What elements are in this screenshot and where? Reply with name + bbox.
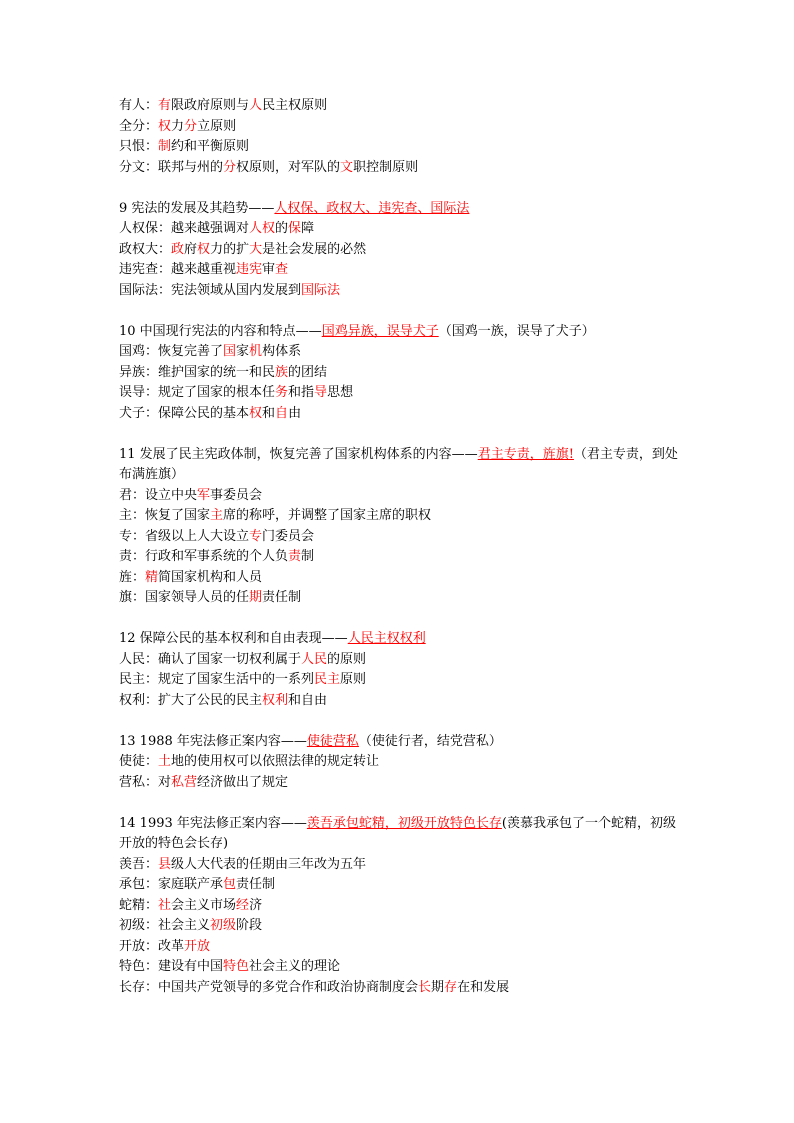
highlight-text: 土 — [158, 754, 172, 769]
highlight-text: 期 — [249, 590, 263, 605]
text-segment: 分文：联邦与州的 — [119, 159, 224, 175]
text-segment: 承包：家庭联产承 — [119, 877, 224, 892]
highlight-text: 责 — [288, 549, 302, 564]
section-line — [119, 527, 679, 548]
highlight-text: 国 — [223, 344, 237, 359]
text-segment: 约和平衡原则 — [171, 139, 250, 154]
section-line — [119, 875, 679, 896]
highlight-text: 权 — [197, 241, 211, 257]
highlight-text: 查 — [275, 262, 289, 277]
highlight-text: 政 — [171, 241, 185, 257]
text-segment: 13 1988 年宪法修正案内容—— — [119, 733, 307, 749]
text-segment: 羡吾： — [119, 856, 159, 872]
text-segment: 力 — [171, 118, 185, 134]
text-segment: 事委员会 — [210, 487, 263, 503]
section-line — [119, 547, 679, 568]
highlight-text: 民主 — [314, 672, 341, 687]
section-line-first — [119, 322, 679, 343]
section-line — [119, 260, 679, 281]
text-segment: 职控制原则 — [353, 159, 419, 175]
text-segment: 权利：扩大了公民的民主 — [119, 692, 263, 708]
text-segment: 人权保：越来越强调对 — [119, 221, 250, 236]
text-segment: 的团结 — [288, 364, 328, 380]
section-line — [119, 773, 679, 794]
text-segment: 限政府原则与 — [171, 98, 250, 113]
highlight-text: 存 — [444, 979, 458, 995]
section-line — [119, 916, 679, 937]
text-segment: 社会主义的理论 — [249, 959, 341, 974]
text-segment: 权原则，对军队的 — [236, 159, 341, 175]
highlight-text: 长 — [418, 979, 432, 995]
section-line — [119, 137, 679, 158]
section-line-first — [119, 629, 679, 650]
highlight-text: 导 — [314, 385, 328, 400]
section-line — [119, 506, 679, 527]
text-segment: 旗：国家领导人员的任 — [119, 590, 250, 605]
text-segment: 是社会发展的必然 — [262, 241, 367, 257]
section-line-first — [119, 445, 679, 486]
section-block — [119, 445, 679, 609]
text-segment: 犬子：保障公民的基本 — [119, 405, 250, 421]
section-line — [119, 670, 679, 691]
highlight-text: 权利 — [262, 692, 289, 708]
text-segment: 责任制 — [262, 590, 302, 605]
text-segment: 民主：规定了国家生活中的一系列 — [119, 672, 315, 687]
text-segment: 制 — [301, 549, 315, 564]
highlight-text: 自 — [275, 405, 289, 421]
highlight-text: 违宪 — [236, 262, 263, 277]
text-segment: 君：设立中央 — [119, 487, 198, 503]
text-segment: 和指 — [288, 385, 315, 400]
text-segment: 的 — [275, 221, 289, 236]
text-segment: 原则 — [340, 672, 367, 687]
highlight-text: 分 — [184, 118, 198, 134]
text-segment: 有人： — [119, 98, 159, 113]
highlight-text: 专 — [249, 528, 263, 544]
text-segment: 国际法：宪法领域从国内发展到 — [119, 282, 302, 298]
highlight-text: 包 — [223, 877, 237, 892]
section-line — [119, 568, 679, 589]
mnemonic-phrase: 羡吾承包蛇精，初级开放特色长存 — [306, 815, 502, 831]
highlight-text: 务 — [275, 385, 289, 400]
section-block — [119, 199, 679, 302]
section-line — [119, 117, 679, 138]
highlight-text: 初级 — [210, 918, 237, 933]
text-segment: 阶段 — [236, 918, 263, 933]
highlight-text: 分 — [223, 159, 237, 175]
text-segment: 期 — [431, 979, 445, 995]
section-line-first — [119, 732, 679, 753]
section-line — [119, 855, 679, 876]
text-segment: 全分： — [119, 118, 159, 134]
text-segment: 民主权原则 — [262, 98, 328, 113]
highlight-text: 大 — [249, 241, 263, 257]
text-segment: 9 宪法的发展及其趋势—— — [119, 200, 275, 216]
section-line — [119, 219, 679, 240]
text-segment: 责任制 — [236, 877, 276, 892]
highlight-text: 人权 — [249, 221, 276, 236]
text-segment: 的原则 — [327, 651, 367, 667]
text-segment: 会主义市场 — [171, 897, 237, 913]
text-segment: (羡慕我承包了一个蛇精，初级开放的特色会长存) — [119, 815, 676, 851]
highlight-text: 开放 — [184, 938, 211, 954]
text-segment: （使徒行者，结党营私） — [358, 733, 502, 749]
text-segment: 蛇精： — [119, 897, 159, 913]
highlight-text: 文 — [340, 159, 354, 175]
text-segment: 在和发展 — [457, 979, 510, 995]
highlight-text: 精 — [145, 569, 159, 585]
text-segment: 简国家机构和人员 — [158, 569, 263, 585]
section-line-first — [119, 814, 679, 855]
section-block — [119, 322, 679, 425]
highlight-text: 私营 — [171, 774, 198, 790]
text-segment: 14 1993 年宪法修正案内容—— — [119, 815, 307, 831]
highlight-text: 人民 — [301, 651, 328, 667]
text-segment: 旌： — [119, 569, 146, 585]
text-segment: 审 — [262, 262, 276, 277]
highlight-text: 社 — [158, 897, 172, 913]
section-line — [119, 896, 679, 917]
section-line — [119, 650, 679, 671]
text-segment: 门委员会 — [262, 528, 315, 544]
text-segment: 人民：确认了国家一切权利属于 — [119, 651, 302, 667]
section-line — [119, 486, 679, 507]
highlight-text: 机 — [249, 344, 263, 359]
text-segment: 国鸡：恢复完善了 — [119, 344, 224, 359]
section-block — [119, 814, 679, 999]
mnemonic-phrase: 人民主权权利 — [347, 631, 426, 646]
text-segment: 立原则 — [197, 118, 237, 134]
text-segment: 由 — [288, 405, 302, 421]
text-segment: 专：省级以上人大设立 — [119, 528, 250, 544]
text-segment: 府 — [184, 241, 198, 257]
text-segment: 家 — [236, 344, 250, 359]
text-segment: 异族：维护国家的统一和民 — [119, 364, 276, 380]
highlight-text: 军 — [197, 487, 211, 503]
highlight-text: 制 — [158, 139, 172, 154]
text-segment: 使徒： — [119, 754, 159, 769]
text-segment: 误导：规定了国家的根本任 — [119, 385, 276, 400]
section-line — [119, 691, 679, 712]
mnemonic-phrase: 人权保、政权大、违宪查、国际法 — [274, 200, 470, 216]
highlight-text: 保 — [288, 221, 302, 236]
section-line — [119, 363, 679, 384]
highlight-text: 人 — [249, 98, 263, 113]
text-segment: 席的称呼，并调整了国家主席的职权 — [223, 508, 432, 523]
section-block — [119, 629, 679, 711]
highlight-text: 县 — [158, 856, 172, 872]
section-line — [119, 957, 679, 978]
text-segment: 地的使用权可以依照法律的规定转让 — [171, 754, 380, 769]
document-body — [119, 96, 679, 1019]
text-segment: 12 保障公民的基本权利和自由表现—— — [119, 631, 348, 646]
text-segment: 障 — [301, 221, 315, 236]
section-line — [119, 752, 679, 773]
text-segment: 构体系 — [262, 344, 302, 359]
text-segment: 级人大代表的任期由三年改为五年 — [171, 856, 367, 872]
text-segment: 初级：社会主义 — [119, 918, 211, 933]
mnemonic-phrase: 君主专责，旌旗! — [477, 446, 574, 462]
highlight-text: 权 — [249, 405, 263, 421]
text-segment: （君主专责，到处布满旌旗） — [119, 446, 678, 482]
text-segment: 11 发展了民主宪政体制，恢复完善了国家机构体系的内容—— — [119, 446, 478, 462]
text-segment: 10 中国现行宪法的内容和特点—— — [119, 323, 322, 339]
mnemonic-phrase: 使徒营私 — [306, 733, 359, 749]
text-segment: 开放：改革 — [119, 938, 185, 954]
section-line-first — [119, 199, 679, 220]
text-segment: 政权大： — [119, 241, 172, 257]
text-segment: 和自由 — [288, 692, 328, 708]
section-line — [119, 383, 679, 404]
text-segment: 特色：建设有中国 — [119, 959, 224, 974]
section-line — [119, 404, 679, 425]
highlight-text: 有 — [158, 98, 172, 113]
text-segment: 主：恢复了国家 — [119, 508, 211, 523]
section-line — [119, 588, 679, 609]
text-segment: 违宪查：越来越重视 — [119, 262, 237, 277]
highlight-text: 经 — [236, 897, 250, 913]
text-segment: 只恨： — [119, 139, 159, 154]
highlight-text: 国际法 — [301, 282, 341, 298]
mnemonic-phrase: 国鸡异族，误导犬子 — [321, 323, 439, 339]
text-segment: （国鸡一族，误导了犬子） — [438, 323, 595, 339]
section-line — [119, 937, 679, 958]
section-line-first — [119, 96, 679, 117]
highlight-text: 权 — [158, 118, 172, 134]
section-line — [119, 281, 679, 302]
highlight-text: 族 — [275, 364, 289, 380]
text-segment: 责：行政和军事系统的个人负 — [119, 549, 289, 564]
section-line — [119, 240, 679, 261]
section-line — [119, 342, 679, 363]
text-segment: 思想 — [327, 385, 354, 400]
text-segment: 济 — [249, 897, 263, 913]
section-block — [119, 96, 679, 178]
text-segment: 经济做出了规定 — [197, 774, 289, 790]
text-segment: 力的扩 — [210, 241, 250, 257]
section-line — [119, 978, 679, 999]
text-segment: 长存：中国共产党领导的多党合作和政治协商制度会 — [119, 979, 419, 995]
text-segment: 营私：对 — [119, 774, 172, 790]
text-segment: 和 — [262, 405, 276, 421]
section-block — [119, 732, 679, 794]
highlight-text: 特色 — [223, 959, 250, 974]
section-line — [119, 158, 679, 179]
highlight-text: 主 — [210, 508, 224, 523]
